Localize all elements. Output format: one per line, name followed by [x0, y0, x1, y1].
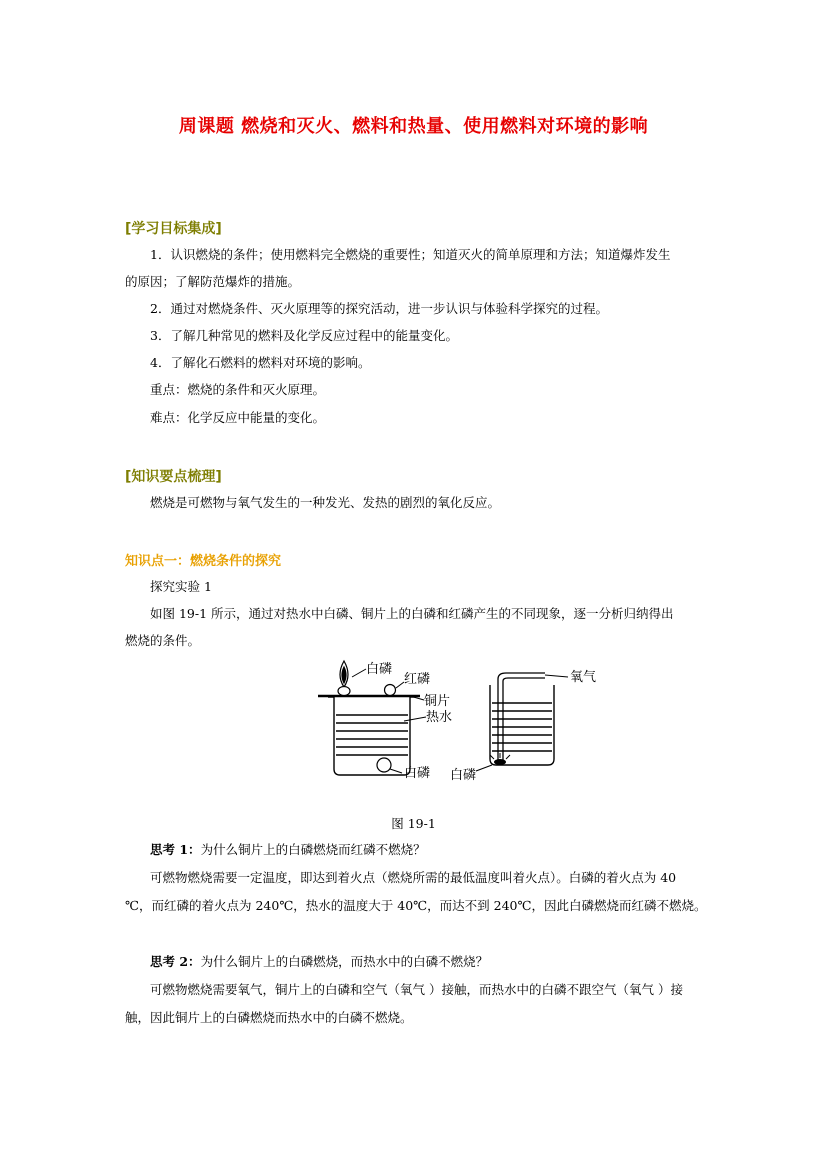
red-phosphorus: [385, 685, 396, 696]
label-copper-plate: 铜片: [424, 694, 451, 709]
goal-item-2: 2．通过对燃烧条件、灭火原理等的探究活动，进一步认识与体验科学探究的过程。: [150, 301, 608, 316]
combustion-definition: 燃烧是可燃物与氧气发生的一种发光、发热的剧烈的氧化反应。: [150, 495, 501, 510]
knowledge-point-1-heading: 知识点一：燃烧条件的探究: [125, 554, 282, 569]
experiment-desc-line2: 燃烧的条件。: [125, 633, 201, 648]
white-phosphorus-burning: [338, 661, 350, 696]
difficult-point: 难点：化学反应中能量的变化。: [150, 410, 326, 425]
section-heading-goals: [学习目标集成]: [125, 221, 222, 237]
section-heading-knowledge: [知识要点梳理]: [125, 469, 222, 485]
goal-item-1-cont: 的原因；了解防范爆炸的措施。: [125, 274, 301, 289]
experiment-label: 探究实验 1: [150, 579, 212, 594]
label-hot-water: 热水: [426, 710, 453, 725]
think-1-answer-line1: 可燃物燃烧需要一定温度，即达到着火点（燃烧所需的最低温度叫着火点）。白磷的着火点为 40: [150, 870, 677, 885]
page-title: 周课题 燃烧和灭火、燃料和热量、使用燃料对环境的影响: [178, 116, 649, 137]
think-1-question: 为什么铜片上的白磷燃烧而红磷不燃烧？: [200, 842, 426, 857]
goal-item-3: 3．了解几种常见的燃料及化学反应过程中的能量变化。: [150, 328, 458, 343]
label-white-phosphorus-right: 白磷: [450, 768, 477, 783]
left-beaker: [318, 696, 420, 775]
goal-item-4: 4．了解化石燃料的燃料对环境的影响。: [150, 355, 371, 370]
goal-item-1: 1．认识燃烧的条件；使用燃料完全燃烧的重要性；知道灭火的简单原理和方法；知道爆炸发生: [150, 247, 671, 262]
think-1-answer-line2: ℃，而红磷的着火点为 240℃，热水的温度大于 40℃，而达不到 240℃，因此白磷燃烧而红磷不燃烧。: [125, 898, 707, 913]
think-1: [150, 840, 426, 860]
label-white-phosphorus-bottom: 白磷: [404, 766, 431, 781]
oxygen-tube: [498, 673, 545, 761]
key-point: 重点：燃烧的条件和灭火原理。: [150, 382, 326, 397]
figure-19-1: [300, 655, 630, 790]
think-2-answer-line1: 可燃物燃烧需要氧气，铜片上的白磷和空气（氧气 ）接触，而热水中的白磷不跟空气（氧气 ）接: [150, 982, 683, 997]
figure-caption: 图 19-1: [391, 816, 436, 831]
experiment-desc-line1: 如图 19-1 所示，通过对热水中白磷、铜片上的白磷和红磷产生的不同现象，逐一分析归纳得出: [150, 606, 674, 621]
think-2-answer-line2: 触，因此铜片上的白磷燃烧而热水中的白磷不燃烧。: [125, 1010, 413, 1025]
label-oxygen: 氧气: [570, 670, 597, 685]
think-2: [150, 952, 488, 972]
white-phosphorus-underwater: [377, 758, 391, 772]
label-red-phosphorus: 红磷: [404, 672, 431, 687]
label-white-phosphorus-top: 白磷: [366, 662, 393, 677]
think-2-question: 为什么铜片上的白磷燃烧，而热水中的白磷不燃烧？: [200, 954, 489, 969]
think-2-label: 思考 2：: [150, 954, 201, 969]
white-phosphorus-burning-underwater: [490, 753, 510, 765]
think-1-label: 思考 1：: [150, 842, 201, 857]
